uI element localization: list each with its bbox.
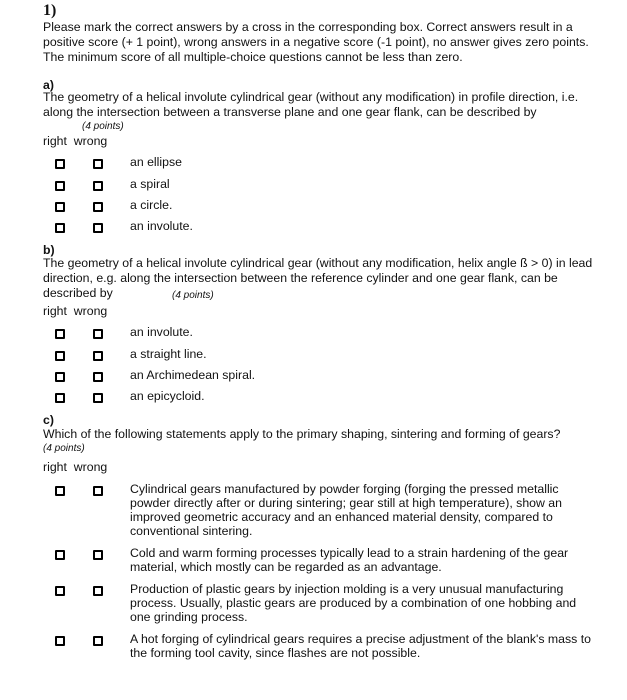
right-checkbox[interactable] xyxy=(55,223,65,233)
right-header: right xyxy=(43,304,67,318)
option-text: Production of plastic gears by injection molding is a very unusual manufacturing process. Usually, plastic gears are produced by a combination of one hobbing and one grinding process. xyxy=(130,582,577,624)
section-c-column-headers xyxy=(43,460,107,474)
option-text: an involute. xyxy=(130,219,193,233)
option-text: a circle. xyxy=(130,198,173,212)
wrong-checkbox[interactable] xyxy=(93,159,103,169)
section-a-points: (4 points) xyxy=(82,121,124,132)
instructions-text: Please mark the correct answers by a cross in the corresponding box. Correct answers result in a positive score (+ 1 point), wrong answers in a negative score (-1 point), no answer gives zero points. The minimum score of all multiple-choice questions cannot be less than zero. xyxy=(43,20,589,64)
option-text: an involute. xyxy=(130,325,193,339)
wrong-checkbox[interactable] xyxy=(93,486,103,496)
question-number: 1) xyxy=(43,2,57,19)
right-checkbox[interactable] xyxy=(55,372,65,382)
section-a-text: The geometry of a helical involute cylindrical gear (without any modification) in profile direction, i.e. along the intersection between a transverse plane and one gear flank, can be described by xyxy=(43,90,579,119)
right-checkbox[interactable] xyxy=(55,202,65,212)
section-b-column-headers xyxy=(43,304,107,318)
right-header: right xyxy=(43,134,67,148)
section-b-text: The geometry of a helical involute cylindrical gear (without any modification, helix angle ß > 0) in lead direction, e.g. along the intersection between the reference cylinder and one gear flank, can be described by xyxy=(43,256,593,300)
wrong-checkbox[interactable] xyxy=(93,202,103,212)
right-checkbox[interactable] xyxy=(55,586,65,596)
option-text: Cold and warm forming processes typically lead to a strain hardening of the gear material, which mostly can be regarded as an advantage. xyxy=(130,546,569,574)
right-checkbox[interactable] xyxy=(55,486,65,496)
wrong-checkbox[interactable] xyxy=(93,329,103,339)
section-c-points: (4 points) xyxy=(43,443,85,454)
section-b-label: b) xyxy=(43,243,55,257)
wrong-checkbox[interactable] xyxy=(93,372,103,382)
right-checkbox[interactable] xyxy=(55,550,65,560)
right-header: right xyxy=(43,460,67,474)
wrong-checkbox[interactable] xyxy=(93,181,103,191)
section-b-points: (4 points) xyxy=(172,290,214,301)
option-text: Cylindrical gears manufactured by powder forging (forging the pressed metallic powder directly after or during sintering; gear still at high temperature), show an improved geometric accuracy and an enhanced material density, compared to conventional sintering. xyxy=(130,482,562,538)
wrong-checkbox[interactable] xyxy=(93,393,103,403)
wrong-checkbox[interactable] xyxy=(93,351,103,361)
right-checkbox[interactable] xyxy=(55,393,65,403)
section-a-column-headers xyxy=(43,134,107,148)
right-checkbox[interactable] xyxy=(55,181,65,191)
wrong-checkbox[interactable] xyxy=(93,223,103,233)
option-text: an Archimedean spiral. xyxy=(130,368,256,382)
wrong-header: wrong xyxy=(73,134,108,148)
wrong-checkbox[interactable] xyxy=(93,636,103,646)
wrong-header: wrong xyxy=(73,460,108,474)
option-text: a straight line. xyxy=(130,347,207,361)
right-checkbox[interactable] xyxy=(55,329,65,339)
right-checkbox[interactable] xyxy=(55,636,65,646)
option-text: a spiral xyxy=(130,177,170,191)
section-c-label: c) xyxy=(43,413,54,427)
section-c-text: Which of the following statements apply to the primary shaping, sintering and forming of gears? xyxy=(43,427,561,441)
right-checkbox[interactable] xyxy=(55,351,65,361)
wrong-header: wrong xyxy=(73,304,108,318)
section-a-label: a) xyxy=(43,78,54,92)
option-text: an ellipse xyxy=(130,155,182,169)
wrong-checkbox[interactable] xyxy=(93,550,103,560)
option-text: an epicycloid. xyxy=(130,389,205,403)
option-text: A hot forging of cylindrical gears requires a precise adjustment of the blank's mass to the forming tool cavity, since flashes are not possible. xyxy=(130,632,591,660)
right-checkbox[interactable] xyxy=(55,159,65,169)
wrong-checkbox[interactable] xyxy=(93,586,103,596)
